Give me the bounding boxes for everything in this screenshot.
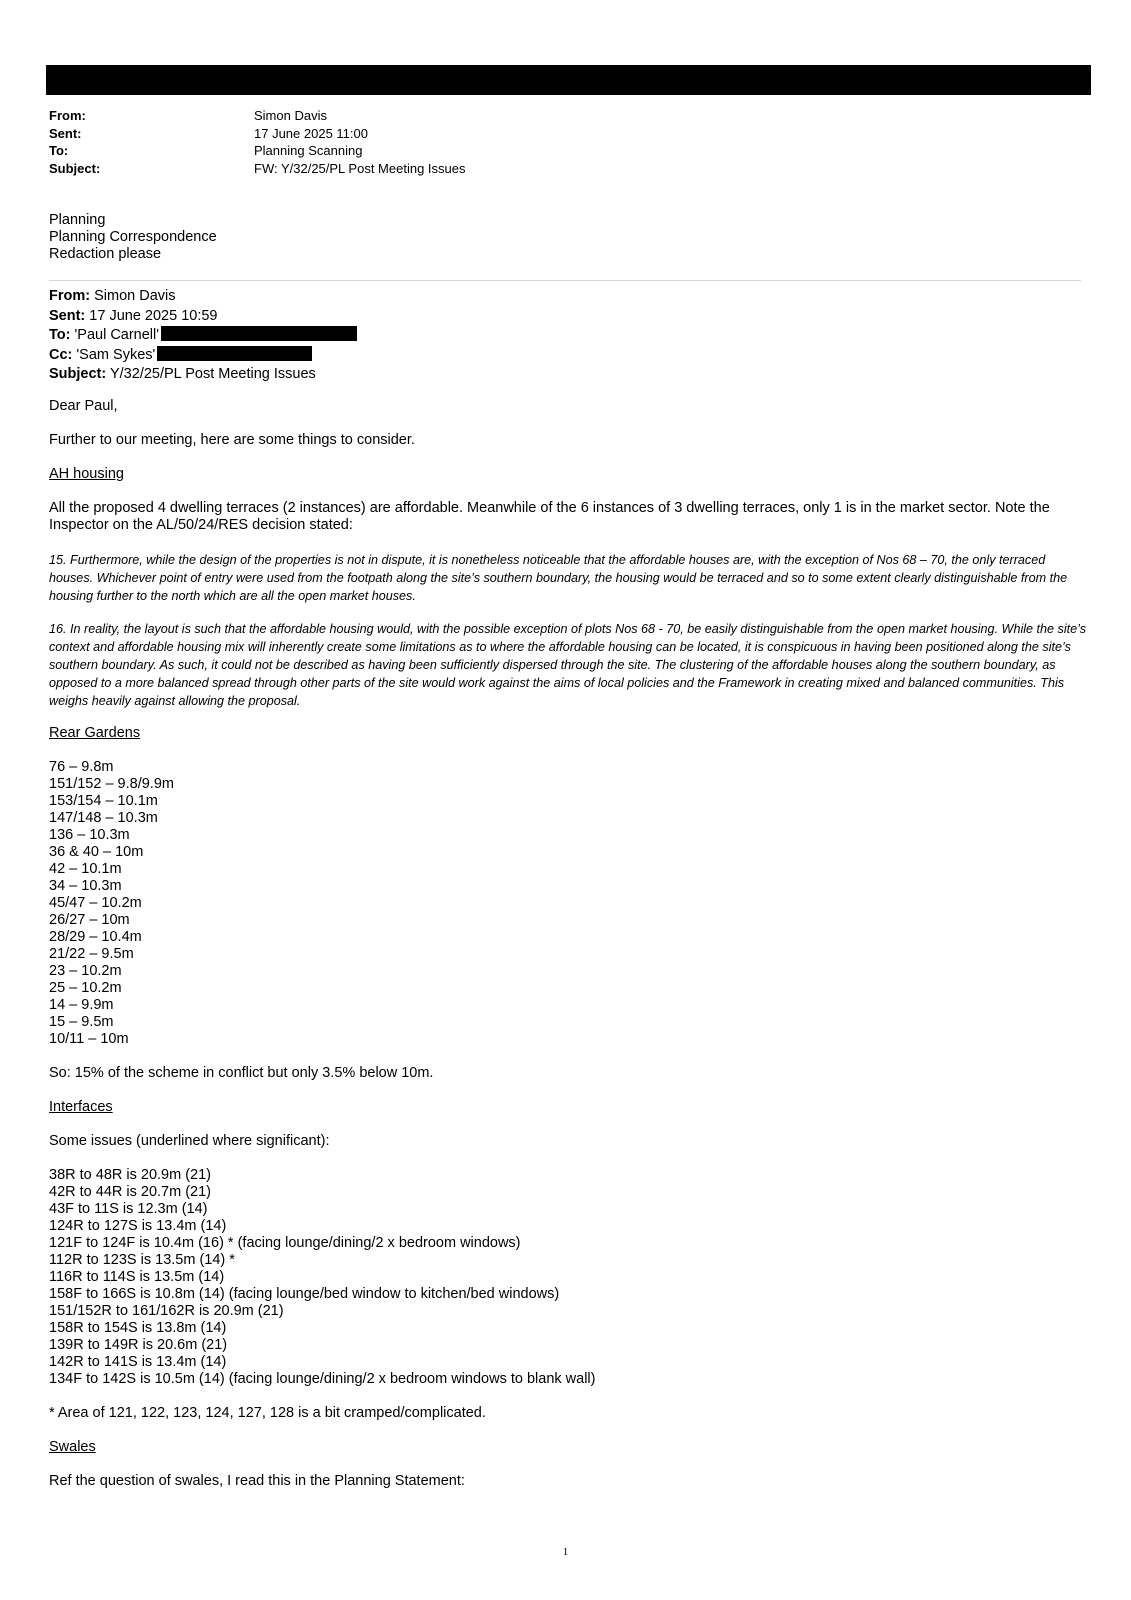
interfaces-intro: Some issues (underlined where significant): [49,1132,330,1149]
note-line: Planning [49,212,106,228]
list-item: 136 – 10.3m [49,826,130,843]
list-item: 23 – 10.2m [49,962,122,979]
list-item: 21/22 – 9.5m [49,945,134,962]
fwd-to-value: 'Paul Carnell' [74,327,160,343]
list-item: 15 – 9.5m [49,1013,114,1030]
interfaces-list [49,1167,1089,1388]
fwd-subject-row [49,365,357,385]
header-subject-value: FW: Y/32/25/PL Post Meeting Issues [254,160,466,176]
fwd-sent-row [49,307,357,327]
forwarded-header [49,287,357,385]
fwd-from-row [49,287,357,307]
list-item: 42R to 44R is 20.7m (21) [49,1183,211,1200]
swales-heading: Swales [49,1438,96,1455]
list-item: 10/11 – 10m [49,1030,129,1047]
divider [49,280,1081,281]
fwd-sent-label: Sent: [49,307,86,324]
fwd-to-row [49,326,357,346]
fwd-cc-row [49,346,357,366]
email-body [49,398,1089,1507]
list-item: 28/29 – 10.4m [49,928,142,945]
list-item: 112R to 123S is 13.5m (14) * [49,1251,235,1268]
list-item: 38R to 48R is 20.9m (21) [49,1166,211,1183]
header-subject-label: Subject: [49,160,101,176]
list-item: 76 – 9.8m [49,758,114,775]
fwd-to-label: To: [49,327,71,343]
list-item: 116R to 114S is 13.5m (14) [49,1268,225,1285]
header-from-row [49,107,749,125]
rear-gardens-list [49,759,1089,1048]
fwd-subject-value: Y/32/25/PL Post Meeting Issues [109,366,316,382]
fwd-subject-label: Subject: [49,366,107,382]
rear-gardens-summary: So: 15% of the scheme in conflict but only 3.5% below 10m. [49,1064,434,1081]
ah-housing-paragraph: All the proposed 4 dwelling terraces (2 instances) are affordable. Meanwhile of the 6 instances of 3 dwelling terraces, only 1 is in the market sector. Note the Inspector on the AL/50/24/RES decision stated: [49,500,1050,533]
interfaces-heading: Interfaces [49,1098,113,1115]
note-line: Redaction please [49,246,162,262]
list-item: 45/47 – 10.2m [49,894,142,911]
inspector-quote-16: 16. In reality, the layout is such that the affordable housing would, with the possible exception of plots Nos 68 - 70, be easily distinguishable from the open market housing. While the site’s context and affordable housing mix will inherently create some limitations as to where the affordable housing can be located, it is conspicuous in having been positioned along the site’s southern boundary. As such, it could not be described as having been sufficiently dispersed through the site. The clustering of the affordable houses along the southern boundary, as opposed to a more balanced spread through other parts of the site would work against the aims of local policies and the Framework in creating mixed and balanced communities. This weighs heavily against allowing the proposal. [49,621,1087,709]
header-to-value: Planning Scanning [254,143,363,158]
list-item: 158F to 166S is 10.8m (14) (facing lounge/bed window to kitchen/bed windows) [49,1285,560,1302]
greeting: Dear Paul, [49,398,118,414]
list-item: 121F to 124F is 10.4m (16) * (facing lounge/dining/2 x bedroom windows) [49,1234,521,1251]
list-item: 147/148 – 10.3m [49,809,158,826]
list-item: 34 – 10.3m [49,877,122,894]
list-item: 14 – 9.9m [49,996,114,1013]
list-item: 134F to 142S is 10.5m (14) (facing lounge/dining/2 x bedroom windows to blank wall) [49,1370,596,1387]
list-item: 142R to 141S is 13.4m (14) [49,1353,227,1370]
list-item: 158R to 154S is 13.8m (14) [49,1319,227,1336]
list-item: 139R to 149R is 20.6m (21) [49,1336,228,1353]
list-item: 25 – 10.2m [49,979,122,996]
fwd-from-label: From: [49,288,91,304]
fwd-from-value: Simon Davis [94,288,176,304]
list-item: 36 & 40 – 10m [49,843,144,860]
note-line: Planning Correspondence [49,229,217,245]
header-to-row [49,142,749,160]
header-from-value: Simon Davis [254,108,327,123]
routing-note [49,212,217,263]
fwd-sent-value: 17 June 2025 10:59 [89,307,218,324]
page-number: 1 [562,1546,569,1558]
swales-paragraph: Ref the question of swales, I read this in the Planning Statement: [49,1472,465,1489]
email-redaction [157,346,312,361]
header-subject-row [49,160,749,178]
list-item: 42 – 10.1m [49,860,122,877]
header-to-label: To: [49,143,69,158]
header-sent-value: 17 June 2025 11:00 [254,125,368,141]
inspector-quote-15: 15. Furthermore, while the design of the properties is not in dispute, it is nonetheless noticeable that the affordable houses are, with the exception of Nos 68 – 70, the only terraced houses. Whichever point of entry were used from the footpath along the site’s southern boundary, the housing would be terraced and so to some extent clearly distinguishable from the housing further to the north which are all the open market houses. [49,553,1068,604]
list-item: 151/152 – 9.8/9.9m [49,775,174,792]
list-item: 43F to 11S is 12.3m (14) [49,1200,208,1217]
intro-paragraph: Further to our meeting, here are some things to consider. [49,432,415,448]
list-item: 151/152R to 161/162R is 20.9m (21) [49,1302,284,1319]
redaction-bar [46,65,1091,95]
fwd-cc-label: Cc: [49,346,73,363]
email-header [49,107,749,177]
list-item: 124R to 127S is 13.4m (14) [49,1217,227,1234]
header-sent-label: Sent: [49,125,82,141]
list-item: 153/154 – 10.1m [49,792,158,809]
header-from-label: From: [49,108,86,123]
rear-gardens-heading: Rear Gardens [49,724,141,741]
interfaces-footnote: * Area of 121, 122, 123, 124, 127, 128 is a bit cramped/complicated. [49,1404,486,1421]
ah-housing-heading: AH housing [49,466,124,482]
header-sent-row [49,125,749,143]
list-item: 26/27 – 10m [49,911,130,928]
email-redaction [161,326,357,341]
fwd-cc-value: 'Sam Sykes' [76,346,156,363]
